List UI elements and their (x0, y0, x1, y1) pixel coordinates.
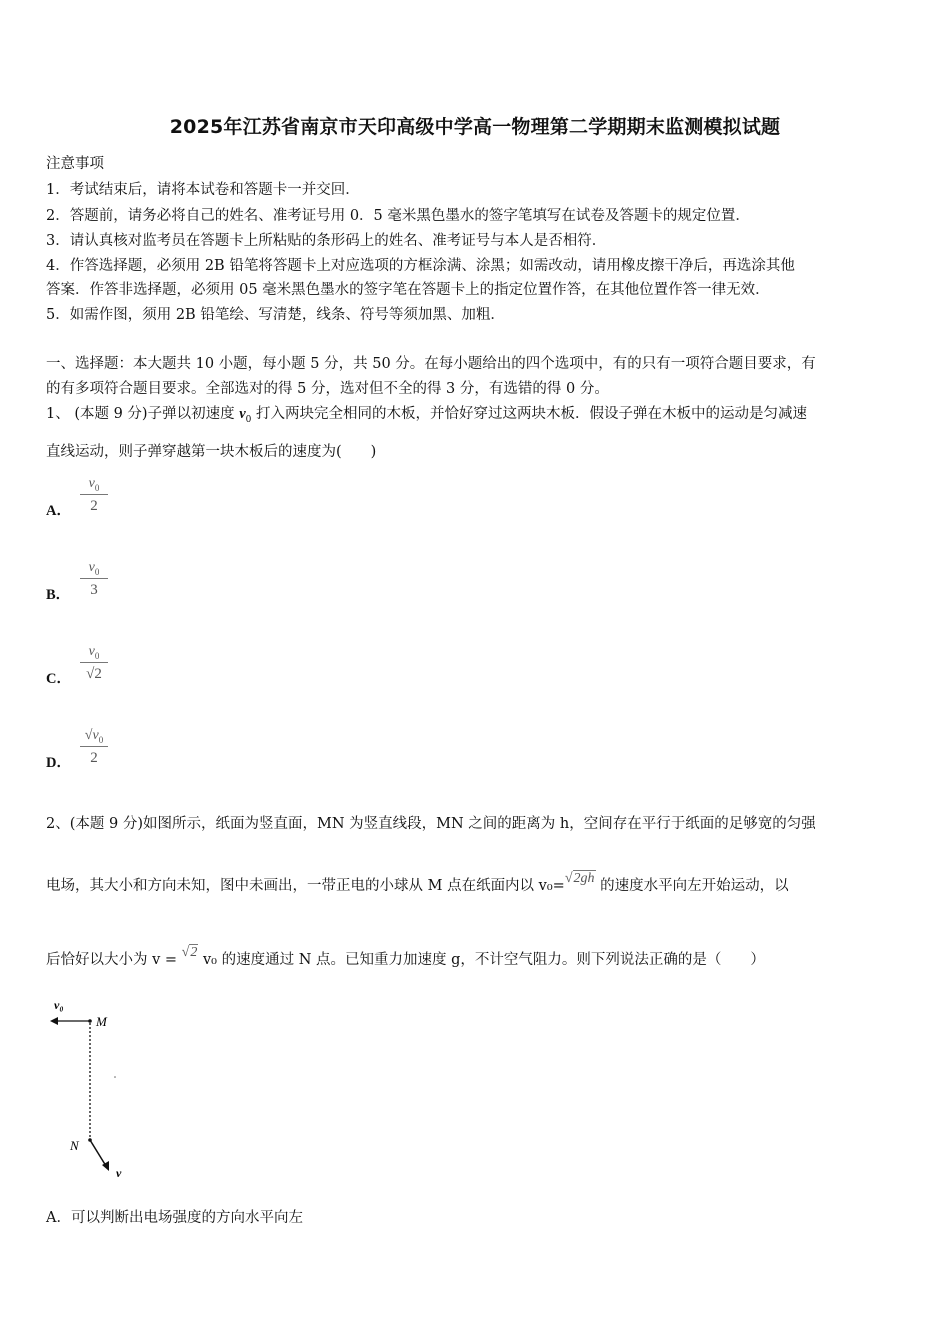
notice-item-2: 2．答题前，请务必将自己的姓名、准考证号用 0．5 毫米黑色墨水的签字笔填写在试卷及答题卡的规定位置． (46, 208, 750, 224)
fraction-bar (80, 662, 108, 663)
question-1-v0: v (239, 406, 246, 422)
point-m (88, 1019, 92, 1023)
option-b-num-sub: 0 (94, 566, 100, 577)
option-d-num: √v (84, 728, 99, 743)
option-b-fraction (78, 560, 110, 599)
sqrt-2gh-radicand: 2gh (573, 871, 595, 886)
option-b-num: v (88, 560, 95, 575)
question-1-line-1 (46, 402, 807, 425)
option-c-fraction (78, 644, 110, 683)
option-a-fraction (78, 476, 110, 515)
option-c-num: v (88, 644, 95, 659)
question-1-text-a: 1、 (本题 9 分)子弹以初速度 (46, 406, 240, 422)
question-1-v0-sub: 0 (245, 414, 252, 425)
label-v0: v₀ (54, 998, 64, 1012)
label-v: v (116, 1166, 122, 1180)
question-2-line-2 (46, 871, 789, 895)
option-c-label[interactable]: C． (46, 671, 71, 687)
question-2-text-b: 的速度水平向左开始运动，以 (595, 878, 789, 894)
section-intro-line-1: 一、选择题：本大题共 10 小题，每小题 5 分，共 50 分。在每小题给出的四个选项中，有的只有一项符合题目要求，有 (46, 356, 816, 372)
option-b-label[interactable]: B． (46, 587, 71, 603)
notice-item-4-cont: 答案．作答非选择题，必须用 05 毫米黑色墨水的签字笔在答题卡上的指定位置作答，在其他位置作答一律无效． (46, 282, 770, 298)
question-1-text-b: 打入两块完全相同的木板，并恰好穿过这两块木板．假设子弹在木板中的运动是匀减速 (251, 406, 807, 422)
label-m: M (96, 1014, 107, 1029)
option-a-num: v (88, 476, 95, 491)
fraction-bar (80, 494, 108, 495)
option-d-label[interactable]: D． (46, 755, 71, 771)
sqrt-2: √2 (181, 945, 198, 960)
notice-item-1: 1．考试结束后，请将本试卷和答题卡一并交回． (46, 182, 360, 198)
page-title: 2025年江苏省南京市天印高级中学高一物理第二学期期末监测模拟试题 (169, 116, 781, 138)
option-b-den: 3 (90, 582, 98, 598)
option-a-num-sub: 0 (94, 482, 100, 493)
option-d-den: 2 (90, 750, 98, 766)
label-n: N (70, 1138, 79, 1153)
sqrt-2gh: √2gh (564, 871, 595, 886)
section-intro-line-2: 的有多项符合题目要求。全部选对的得 5 分，选对但不全的得 3 分，有选错的得 0 分。 (46, 381, 609, 397)
v-arrow-line (90, 1140, 106, 1166)
question-2-text-c: 后恰好以大小为 v = (46, 952, 182, 968)
notice-item-5: 5．如需作图，须用 2B 铅笔绘、写清楚，线条、符号等须加黑、加粗． (46, 307, 505, 323)
option-a-label[interactable]: A． (46, 503, 71, 519)
option-d-num-sub: 0 (98, 734, 104, 745)
question-2-text-d: v₀ 的速度通过 N 点。已知重力加速度 g，不计空气阻力。则下列说法正确的是（ ） (198, 952, 765, 968)
option-c-den: √2 (86, 666, 102, 682)
notice-item-4: 4．作答选择题，必须用 2B 铅笔将答题卡上对应选项的方框涂满、涂黑；如需改动，请用橡皮擦干净后，再选涂其他 (46, 258, 795, 274)
question-2-text-a: 电场，其大小和方向未知，图中未画出，一带正电的小球从 M 点在纸面内以 v₀= (46, 878, 565, 894)
question-2-line-1: 2、(本题 9 分)如图所示，纸面为竖直面，MN 为竖直线段，MN 之间的距离为 h，空间存在平行于纸面的足够宽的匀强 (46, 816, 816, 832)
option-d-fraction (78, 728, 110, 767)
option-a-den: 2 (90, 498, 98, 514)
question-2-line-3 (46, 945, 765, 969)
stray-dot (114, 1076, 116, 1078)
question-1-line-2: 直线运动，则子弹穿越第一块木板后的速度为( ) (46, 444, 377, 460)
mn-diagram (44, 990, 164, 1190)
option-c-num-sub: 0 (94, 650, 100, 661)
notice-heading: 注意事项 (46, 156, 104, 172)
sqrt-2-radicand: 2 (190, 945, 198, 960)
fraction-bar (80, 746, 108, 747)
notice-item-3: 3．请认真核对监考员在答题卡上所粘贴的条形码上的姓名、准考证号与本人是否相符． (46, 233, 607, 249)
question-2-option-a[interactable]: A．可以判断出电场强度的方向水平向左 (46, 1210, 303, 1226)
fraction-bar (80, 578, 108, 579)
v0-arrowhead (50, 1017, 58, 1025)
